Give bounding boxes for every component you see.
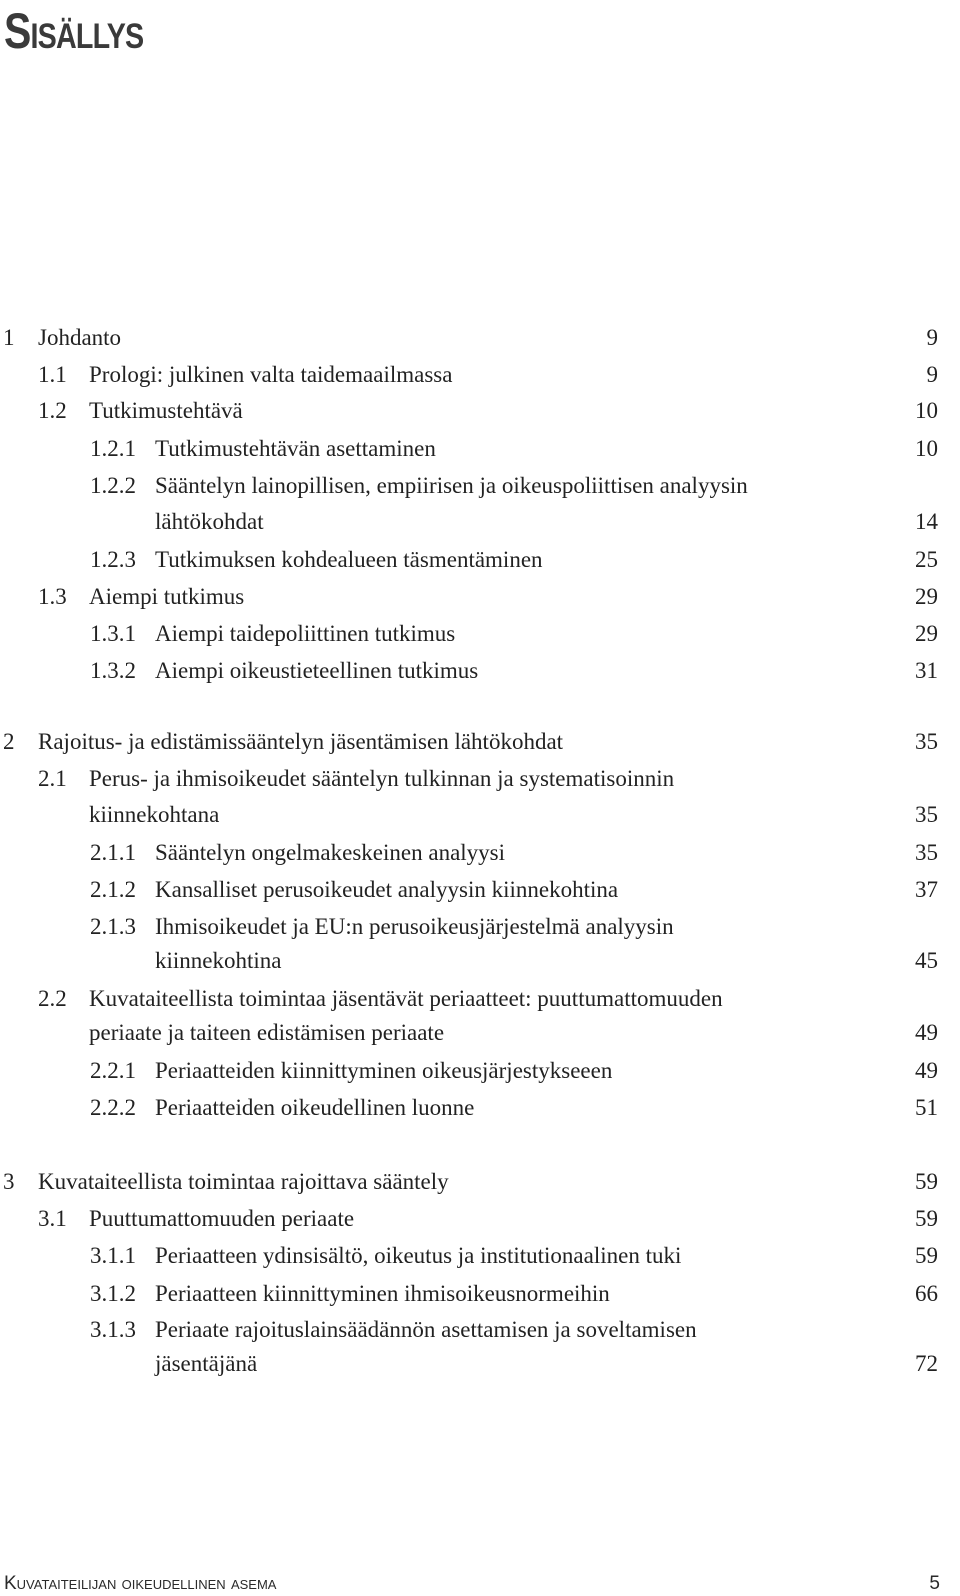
toc-entry-number: 1 — [3, 325, 15, 350]
toc-entry-number: 1.3.1 — [90, 621, 136, 646]
toc-entry-page: 29 — [915, 584, 938, 609]
toc-entry-page: 59 — [915, 1206, 938, 1231]
toc-entry-page: 31 — [915, 658, 938, 683]
toc-entry — [0, 652, 960, 690]
toc-entry — [0, 760, 960, 798]
toc-entry-title: Rajoitus- ja edistämissääntelyn jäsentämisen lähtökohdat — [38, 729, 564, 754]
toc-entry — [0, 319, 960, 357]
toc-entry-number: 3 — [3, 1169, 15, 1194]
toc-entry — [0, 723, 960, 761]
toc-entry-page: 59 — [915, 1169, 938, 1194]
toc-entry-title: kiinnekohtana — [89, 802, 220, 827]
toc-entry — [0, 908, 960, 946]
toc-entry — [0, 980, 960, 1018]
toc-entry-number: 1.1 — [38, 362, 67, 387]
toc-entry — [0, 871, 960, 909]
toc-entry — [0, 1014, 960, 1052]
toc-entry-page: 10 — [915, 436, 938, 461]
running-footer-title: Kuvataiteilijan oikeudellinen asema — [4, 1573, 277, 1594]
toc-entry — [0, 1311, 960, 1349]
toc-entry-number: 1.3 — [38, 584, 67, 609]
toc-entry — [0, 467, 960, 505]
toc-entry-title: Johdanto — [38, 325, 122, 350]
toc-entry-title: Kuvataiteellista toimintaa rajoittava sääntely — [38, 1169, 449, 1194]
toc-entry-title: Prologi: julkinen valta taidemaailmassa — [89, 362, 453, 387]
toc-entry-title: lähtökohdat — [155, 509, 264, 534]
toc-entry-number: 1.2.1 — [90, 436, 136, 461]
toc-entry-title: Perus- ja ihmisoikeudet sääntelyn tulkinnan ja systematisoinnin — [89, 766, 675, 791]
toc-entry-title: Kansalliset perusoikeudet analyysin kiinnekohtina — [155, 877, 619, 902]
page-footer — [4, 1572, 954, 1596]
toc-entry-title: Tutkimustehtävä — [89, 398, 243, 423]
toc-entry-page: 72 — [915, 1351, 938, 1376]
toc-entry-number: 2.2.1 — [90, 1058, 136, 1083]
toc-entry — [0, 503, 960, 541]
toc-entry-number: 2.2 — [38, 986, 67, 1011]
toc-entry-number: 3.1.3 — [90, 1317, 136, 1342]
toc-entry-title: Kuvataiteellista toimintaa jäsentävät periaatteet: puuttumattomuuden — [89, 986, 723, 1011]
toc-entry-number: 3.1 — [38, 1206, 67, 1231]
toc-entry-number: 1.2.2 — [90, 473, 136, 498]
toc-entry — [0, 392, 960, 430]
toc-entry-page: 51 — [915, 1095, 938, 1120]
toc-entry-page: 29 — [915, 621, 938, 646]
toc-entry-number: 2 — [3, 729, 15, 754]
toc-entry-title: Periaatteen ydinsisältö, oikeutus ja institutionaalinen tuki — [155, 1243, 682, 1268]
toc-entry-title: Aiempi taidepoliittinen tutkimus — [155, 621, 456, 646]
toc-entry — [0, 1089, 960, 1127]
toc-entry-number: 2.1.3 — [90, 914, 136, 939]
toc-entry — [0, 1163, 960, 1201]
toc-entry-title: Aiempi tutkimus — [89, 584, 245, 609]
toc-entry-title: Puuttumattomuuden periaate — [89, 1206, 355, 1231]
toc-entry — [0, 1052, 960, 1090]
toc-entry-title: jäsentäjänä — [155, 1351, 258, 1376]
toc-entry — [0, 1345, 960, 1383]
toc-entry-page: 45 — [915, 948, 938, 973]
toc-entry — [0, 1237, 960, 1275]
toc-entry-page: 37 — [915, 877, 938, 902]
toc-entry — [0, 578, 960, 616]
toc-entry-title: Ihmisoikeudet ja EU:n perusoikeusjärjestelmä analyysin — [155, 914, 674, 939]
toc-entry-page: 49 — [915, 1020, 938, 1045]
toc-entry-title: Sääntelyn ongelmakeskeinen analyysi — [155, 840, 506, 865]
toc-entry-page: 35 — [915, 802, 938, 827]
toc-entry-title: kiinnekohtina — [155, 948, 282, 973]
toc-entry — [0, 834, 960, 872]
page-title: Sisällys — [4, 3, 144, 59]
toc-entry-title: Tutkimuksen kohdealueen täsmentäminen — [155, 547, 543, 572]
toc-entry — [0, 1200, 960, 1238]
toc-entry — [0, 541, 960, 579]
toc-entry-title: periaate ja taiteen edistämisen periaate — [89, 1020, 445, 1045]
toc-entry-number: 1.2 — [38, 398, 67, 423]
toc-entry-title: Sääntelyn lainopillisen, empiirisen ja oikeuspoliittisen analyysin — [155, 473, 748, 498]
toc-entry-number: 1.2.3 — [90, 547, 136, 572]
toc-entry-title: Tutkimustehtävän asettaminen — [155, 436, 436, 461]
toc-entry-title: Aiempi oikeustieteellinen tutkimus — [155, 658, 479, 683]
toc-entry — [0, 615, 960, 653]
toc-entry-page: 59 — [915, 1243, 938, 1268]
toc-entry — [0, 430, 960, 468]
toc-entry-number: 2.1.2 — [90, 877, 136, 902]
toc-entry-page: 10 — [915, 398, 938, 423]
toc-entry-number: 3.1.2 — [90, 1281, 136, 1306]
toc-entry-title: Periaatteiden oikeudellinen luonne — [155, 1095, 475, 1120]
toc-entry-title: Periaatteiden kiinnittyminen oikeusjärjestykseeen — [155, 1058, 613, 1083]
toc-entry-number: 1.3.2 — [90, 658, 136, 683]
toc-entry-number: 2.1 — [38, 766, 67, 791]
toc-entry-page: 66 — [915, 1281, 938, 1306]
toc-entry-number: 2.2.2 — [90, 1095, 136, 1120]
toc-entry — [0, 796, 960, 834]
toc-entry-page: 9 — [926, 362, 938, 387]
page-number: 5 — [929, 1573, 940, 1594]
toc-entry — [0, 1275, 960, 1313]
toc-entry-page: 49 — [915, 1058, 938, 1083]
toc-entry-page: 14 — [915, 509, 938, 534]
toc-entry-number: 2.1.1 — [90, 840, 136, 865]
toc-entry-number: 3.1.1 — [90, 1243, 136, 1268]
toc-entry-page: 35 — [915, 729, 938, 754]
toc-entry-page: 35 — [915, 840, 938, 865]
toc-entry-title: Periaatteen kiinnittyminen ihmisoikeusnormeihin — [155, 1281, 610, 1306]
toc-entry — [0, 356, 960, 394]
toc-entry-page: 9 — [926, 325, 938, 350]
toc-entry-title: Periaate rajoituslainsäädännön asettamisen ja soveltamisen — [155, 1317, 697, 1342]
toc-entry — [0, 942, 960, 980]
toc-entry-page: 25 — [915, 547, 938, 572]
